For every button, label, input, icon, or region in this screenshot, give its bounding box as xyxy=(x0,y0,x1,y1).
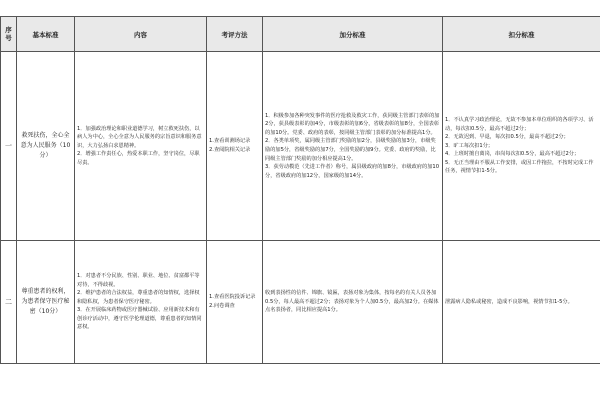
content-item: 1．对患者不分民族、性别、职业、地位、贫富都平等对待，不得歧视。 xyxy=(77,272,200,288)
header-seq: 序号 xyxy=(1,17,17,52)
minus-item: 1．不认真学习政治理论，无故不参加本单位组织的各项学习、活动，每次扣0.5分，最高不超过2分； xyxy=(445,116,594,132)
minus-item: 2．无故迟到、早退，每次扣0.5分，最高不超过2分； xyxy=(445,134,569,141)
header-basic-standard: 基本标准 xyxy=(17,17,75,52)
row-content xyxy=(75,52,207,241)
row-method xyxy=(207,52,263,241)
method-item: 1.查看医院投诉记录 xyxy=(209,294,256,301)
minus-item: 5．无正当理由不服从工作安排，或因工作拖拉，不按时完成工作任务，视情节扣1-5分。 xyxy=(445,159,594,175)
row-plus-standard xyxy=(263,52,443,241)
minus-item: 3．旷工每次扣1分； xyxy=(445,142,494,149)
method-item: 2.问卷调查 xyxy=(209,303,235,309)
table-row xyxy=(1,241,600,364)
plus-item: 3．获劳动模范（先进工作者）称号，属县级政府的加8分，市级政府的加10分，省级政府的加12分，国家级的加14分。 xyxy=(265,164,440,179)
row-content xyxy=(75,241,207,364)
table-header-row xyxy=(1,17,600,52)
row-basic-standard: 尊重患者的权利，为患者保守医疗秘密（10分） xyxy=(17,241,75,364)
row-minus-standard xyxy=(443,52,600,241)
evaluation-table xyxy=(0,16,600,364)
header-method: 考评方法 xyxy=(207,17,263,52)
row-method xyxy=(207,241,263,364)
method-item: 2.查阅院相关记录 xyxy=(209,147,251,153)
evaluation-sheet xyxy=(0,16,600,364)
minus-item: 4．上班时擅自离岗，串岗每次扣0.5分，最高不超过2分； xyxy=(445,151,580,158)
method-item: 1.查看训测场记录 xyxy=(209,138,251,145)
content-item: 3．在开展临床药物或医疗器械试验、应用新技术和有创诊疗活动中，遵守医学伦理道德，尊重患者的知情同意权。 xyxy=(77,307,202,331)
row-seq: 一 xyxy=(1,52,17,241)
row-seq: 二 xyxy=(1,241,17,364)
header-minus-standard: 扣分标准 xyxy=(443,17,600,52)
plus-item: 1．积极参加各种突发事件的医疗抢救及救灾工作，获同级主管部门表彰的加2分，获县级表彰的加4分，市级表彰的加6分，省级表彰的加8分，全国表彰的加10分。党委、政府的表彰，按同级主管部门表彰的加分标准提高1分。 xyxy=(265,112,440,136)
row-plus-standard xyxy=(263,241,443,364)
plus-item: 2．各类单项奖，属同级主管部门奖励的加2分，县级奖励的加3分，市级奖励的加5分，省级奖励的加7分，全国奖励的加9分。党委、政府的奖励，比同级主管部门奖励的加分相应提高1分。 xyxy=(265,138,436,162)
plus-item: 收到表扬性的信件、锦旗、镜匾，表扬对象为集体，按每名的有关人员各加0.5分，每人最高不超过2分；表扬对象为个人加0.5分，最高加2分。在媒体点名表扬者，同比相应提高1分。 xyxy=(265,290,439,314)
minus-item: 泄露病人隐私或秘密，造成不良影响，视情节扣1-5分。 xyxy=(445,298,573,305)
row-basic-standard: 救死扶伤，全心全意为人民服务（10分） xyxy=(17,52,75,241)
header-plus-standard: 加分标准 xyxy=(263,17,443,52)
content-item: 2．增强工作责任心，热爱本职工作，坚守岗位，尽职尽责。 xyxy=(77,151,200,166)
header-content: 内容 xyxy=(75,17,207,52)
content-item: 2．维护患者的合法权益，尊重患者的知情权，选择权和隐私权，为患者保守医疗秘密。 xyxy=(77,290,200,305)
table-row xyxy=(1,52,600,241)
content-item: 1．加强政治理论和职业道德学习，树立救死扶伤，以病人为中心，全心全意为人民服务的宗旨意识和服务意识，大力弘扬白求恩精神。 xyxy=(77,125,202,149)
row-minus-standard xyxy=(443,241,600,364)
